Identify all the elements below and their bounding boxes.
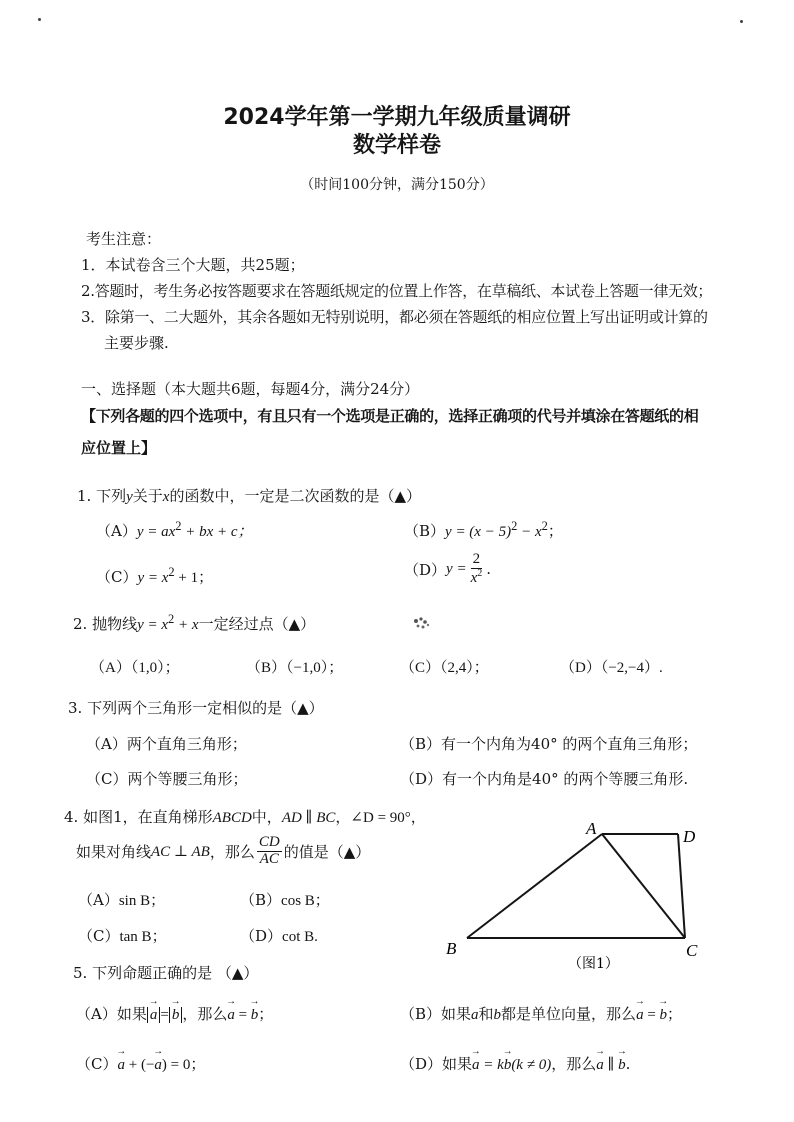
q5-d-tail: . xyxy=(625,1055,631,1073)
q5-b-b: b xyxy=(493,1007,502,1023)
q1-d-num: 2 xyxy=(472,551,481,567)
q5-c-a2: → a xyxy=(154,1057,162,1074)
q2-option-a: （A）（1,0）； xyxy=(90,660,180,676)
notice-heading: 考生注意： xyxy=(86,230,162,248)
q2-stem-pre: 2. 抛物线 xyxy=(73,615,138,633)
q2-exp: 2 xyxy=(168,612,175,626)
q4-stem-line1 xyxy=(64,806,426,827)
q1-c-exp: 2 xyxy=(168,565,175,579)
q3-option-c: （C）两个等腰三角形； xyxy=(86,770,248,788)
q2-option-d: （D）（−2,−4）. xyxy=(560,660,663,676)
q5-d-res-a: → a xyxy=(596,1057,604,1074)
q2-stem xyxy=(73,612,315,634)
ink-blot xyxy=(410,615,438,635)
q5-c-tail: ) = 0； xyxy=(161,1057,206,1073)
q5-a-vec-b: → b xyxy=(172,1007,180,1024)
q3-option-a: （A）两个直角三角形； xyxy=(86,735,247,753)
q5-d-mid: ，那么 xyxy=(551,1055,597,1073)
q5-d-b: → b xyxy=(504,1057,512,1074)
q4-option-a xyxy=(78,889,165,910)
q4-end: ， xyxy=(410,808,426,826)
q5-b-a: a xyxy=(471,1007,479,1023)
notice-item-1: 1．本试卷含三个大题，共25题； xyxy=(81,256,305,274)
section1-instruction-1: 【下列各题的四个选项中，有且只有一个选项是正确的，选择正确项的代号并填涂在答题纸的相 xyxy=(81,407,699,425)
q4-option-b xyxy=(240,889,330,910)
q1-d-tail: . xyxy=(486,560,492,579)
q1-b-tail: ； xyxy=(547,522,563,540)
scan-speck xyxy=(38,18,41,21)
q1-stem-post: 的函数中，一定是二次函数的是（▲） xyxy=(169,487,421,505)
q4-c-value: tan B； xyxy=(119,929,167,945)
q2-expr: y = x xyxy=(137,617,169,633)
q1-b-mid: − x xyxy=(517,524,542,540)
q1-d-den-exp: 2 xyxy=(477,567,483,579)
q1-c-tail: + 1； xyxy=(174,570,214,586)
q1-option-b xyxy=(404,519,563,541)
q4-c-label: （C） xyxy=(78,927,120,945)
q5-b-label: （B）如果 xyxy=(400,1005,472,1023)
q1-c-label: （C） xyxy=(96,568,138,586)
q2-option-b: （B）（−1,0）； xyxy=(246,660,344,676)
q2-expr-tail: + x xyxy=(174,617,199,633)
q1-d-den-wrap xyxy=(469,569,485,587)
q1-b-exp2: 2 xyxy=(541,519,548,533)
q5-d-res-b: → b xyxy=(618,1057,626,1074)
notice-item-3: 3．除第一、二大题外，其余各题如无特别说明，都必须在答题纸的相应位置上写出证明或计算的 xyxy=(81,308,708,326)
q1-var-y: y xyxy=(126,489,133,505)
q4-stem-line2 xyxy=(76,835,370,868)
segment-dc xyxy=(678,834,685,938)
q4-a-label: （A） xyxy=(78,891,119,909)
q1-d-fraction xyxy=(469,552,485,587)
q4-sep: ， xyxy=(335,808,351,826)
vertex-c-label: C xyxy=(686,941,698,960)
q4-perp: AC ⊥ AB xyxy=(151,843,210,860)
scan-speck xyxy=(740,20,743,23)
q4-stem-pre: 4. 如图1，在直角梯形 xyxy=(64,808,213,826)
q1-d-expr: y = xyxy=(446,560,467,577)
diagonal-ac xyxy=(602,834,685,938)
q5-a-res-eq: = xyxy=(234,1007,251,1023)
q4-line2-mid: ，那么 xyxy=(209,842,255,861)
q1-option-d xyxy=(404,552,491,587)
segment-ab xyxy=(467,834,602,938)
q4-d-value: cot B. xyxy=(282,929,318,945)
q5-a-label: （A）如果 xyxy=(76,1005,147,1023)
q3-option-b: （B）有一个内角为40° 的两个直角三角形； xyxy=(400,735,698,753)
q1-c-expr: y = x xyxy=(137,570,169,586)
notice-item-3-cont: 主要步骤. xyxy=(104,334,169,352)
q5-a-res-a: → a xyxy=(227,1007,235,1024)
q5-a-mid: ，那么 xyxy=(182,1005,228,1023)
q5-c-a: → a xyxy=(117,1057,125,1074)
q4-frac-den: AC xyxy=(259,850,279,867)
q1-stem-mid: 关于 xyxy=(132,487,163,505)
figure-caption: （图1） xyxy=(568,956,619,972)
q4-a-value: sin B； xyxy=(118,893,166,909)
q4-option-c xyxy=(78,925,167,946)
q5-d-par: ∥ xyxy=(603,1057,619,1073)
q5-a-eq: = xyxy=(160,1007,169,1023)
q5-option-b xyxy=(400,1003,682,1024)
q4-b-label: （B） xyxy=(240,891,282,909)
figure-1-trapezoid xyxy=(440,812,740,982)
q1-a-expr: y = ax xyxy=(136,524,176,540)
q3-option-d: （D）有一个内角是40° 的两个等腰三角形. xyxy=(400,770,689,788)
vertex-a-label: A xyxy=(586,819,597,838)
q4-option-d xyxy=(240,925,318,946)
q1-a-tail: + bx + c； xyxy=(181,524,253,540)
q1-option-c xyxy=(96,565,213,587)
q4-frac-num: CD xyxy=(258,834,280,850)
q1-b-label: （B） xyxy=(404,522,446,540)
q1-d-den: x xyxy=(470,569,478,586)
q4-abcd: ABCD xyxy=(212,810,252,826)
q4-b-value: cos B； xyxy=(281,893,330,909)
section1-heading: 一、选择题（本大题共6题，每题4分，满分24分） xyxy=(81,380,420,398)
q1-b-exp1: 2 xyxy=(511,519,518,533)
q1-b-expr: y = (x − 5) xyxy=(445,524,512,540)
q4-line2-post: 的值是（▲） xyxy=(283,842,371,861)
q1-option-a xyxy=(96,519,253,541)
exam-title: 2024学年第一学期九年级质量调研 xyxy=(223,105,571,130)
q1-var-x: x xyxy=(162,489,170,505)
q3-stem: 3. 下列两个三角形一定相似的是（▲） xyxy=(68,699,324,717)
q5-stem: 5. 下列命题正确的是 （▲） xyxy=(73,964,259,982)
q5-a-res-b: → b xyxy=(251,1007,259,1024)
q5-option-a xyxy=(76,1003,273,1024)
time-note: （时间100分钟，满分150分） xyxy=(300,177,494,193)
q2-option-c: （C）（2,4）； xyxy=(400,660,489,676)
q4-d-label: （D） xyxy=(240,927,283,945)
q5-d-eq: = k xyxy=(479,1057,504,1073)
q5-b-res-a: → a xyxy=(636,1007,644,1024)
q5-option-c xyxy=(76,1053,205,1074)
q4-line2-pre: 如果对角线 xyxy=(76,842,152,861)
vertex-d-label: D xyxy=(683,827,696,846)
q4-parallel: AD ∥ BC xyxy=(281,810,336,826)
q5-c-mid: + (− xyxy=(124,1057,155,1073)
q2-stem-post: 一定经过点（▲） xyxy=(198,615,316,633)
q4-fraction xyxy=(257,835,282,868)
q5-d-a: → a xyxy=(472,1057,480,1074)
q4-stem-mid: 中， xyxy=(251,808,282,826)
q1-a-label: （A） xyxy=(96,522,137,540)
q1-stem-pre: 1. 下列 xyxy=(77,487,127,505)
q5-b-res-b: → b xyxy=(660,1007,668,1024)
q5-option-d xyxy=(400,1053,630,1074)
notice-item-2: 2.答题时，考生务必按答题要求在答题纸规定的位置上作答，在草稿纸、本试卷上答题一律无效； xyxy=(81,282,713,300)
section1-instruction-2: 应位置上】 xyxy=(81,439,157,457)
q5-b-mid: 都是单位向量，那么 xyxy=(501,1005,637,1023)
q5-a-vec-a: → a xyxy=(150,1007,158,1024)
q5-d-label: （D）如果 xyxy=(400,1055,473,1073)
q1-stem xyxy=(77,485,421,506)
q5-b-res-eq: = xyxy=(643,1007,660,1023)
q5-b-tail: ； xyxy=(667,1005,683,1023)
exam-subtitle: 数学样卷 xyxy=(352,133,441,158)
q5-d-cond: (k ≠ 0) xyxy=(511,1057,552,1073)
q1-a-exp: 2 xyxy=(175,519,182,533)
q5-b-and: 和 xyxy=(478,1005,494,1023)
q1-d-label: （D） xyxy=(404,560,447,579)
q5-c-label: （C） xyxy=(76,1055,118,1073)
q5-a-tail: ； xyxy=(258,1005,274,1023)
vertex-b-label: B xyxy=(446,939,457,958)
q4-angle: ∠D = 90° xyxy=(350,810,411,826)
